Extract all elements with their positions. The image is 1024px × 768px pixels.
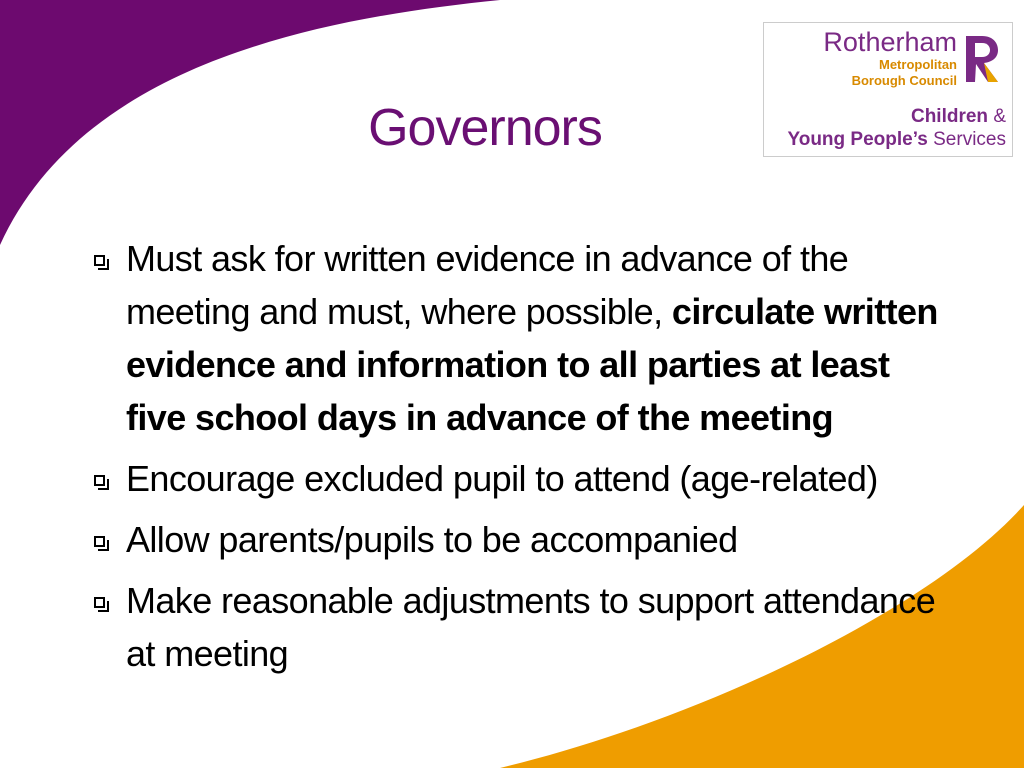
checkbox-bullet-icon bbox=[94, 255, 105, 266]
slide-title: Governors bbox=[368, 99, 602, 157]
bullet-list bbox=[88, 232, 958, 688]
logo-children-line bbox=[911, 106, 1006, 128]
checkbox-bullet-icon bbox=[94, 475, 105, 486]
logo-metropolitan: Metropolitan bbox=[879, 57, 957, 72]
bullet-text: Allow parents/pupils to be accompanied bbox=[126, 519, 738, 560]
logo-services: Services bbox=[927, 129, 1006, 150]
bullet-item bbox=[88, 513, 958, 566]
logo-borough-council: Borough Council bbox=[851, 73, 957, 88]
bullet-bold-text: circulate written evidence and information to all parties at least five school days in advance of the meeting bbox=[126, 291, 938, 438]
bullet-item bbox=[88, 452, 958, 505]
logo-children: Children bbox=[910, 106, 989, 127]
bullet-text: Make reasonable adjustments to support attendance at meeting bbox=[126, 580, 936, 674]
bullet-item bbox=[88, 574, 958, 680]
logo-ampersand: & bbox=[988, 106, 1006, 127]
logo-young-peoples: Young People’s bbox=[787, 129, 928, 150]
checkbox-bullet-icon bbox=[94, 536, 105, 547]
council-logo bbox=[763, 22, 1013, 157]
checkbox-bullet-icon bbox=[94, 597, 105, 608]
bullet-item bbox=[88, 232, 958, 444]
logo-rotherham: Rotherham bbox=[823, 27, 957, 57]
logo-services-line bbox=[787, 129, 1006, 151]
bullet-text: Must ask for written evidence in advance of the meeting and must, where possible, bbox=[126, 238, 849, 332]
rotherham-r-logo-icon bbox=[962, 32, 1002, 86]
bullet-text: Encourage excluded pupil to attend (age-related) bbox=[126, 458, 878, 499]
